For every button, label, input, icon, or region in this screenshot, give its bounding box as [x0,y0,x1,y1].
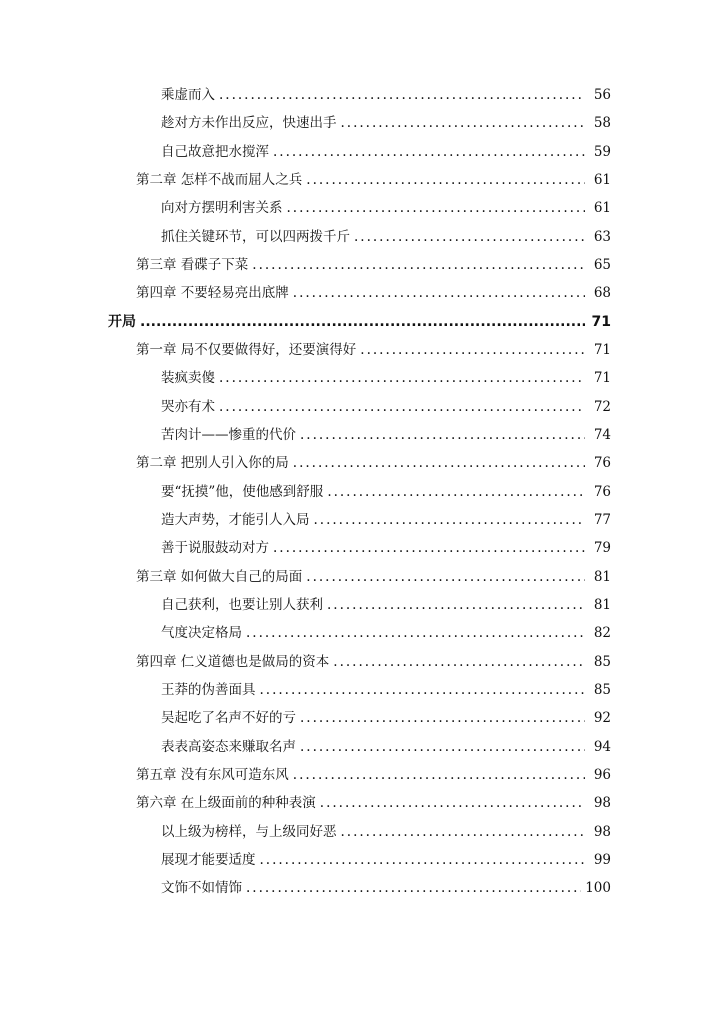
toc-entry-page: 56 [593,87,611,103]
toc-entry [161,425,611,445]
toc-entry [161,227,611,247]
dot-leader [260,850,586,870]
dot-leader [293,283,585,303]
toc-entry-title: 善于说服鼓动对方 [161,540,269,557]
dot-leader [306,567,585,587]
toc-entry [136,340,611,360]
dot-leader [293,765,585,785]
toc-entry [136,567,611,587]
toc-entry-page: 61 [593,200,611,217]
toc-entry [161,510,611,530]
toc-entry-title: 展现才能要适度 [161,852,256,868]
toc-entry [161,878,611,898]
dot-leader [341,822,586,842]
toc-entry-page: 71 [593,370,611,387]
dot-leader [314,510,586,530]
toc-entry-page: 100 [585,880,611,897]
toc-entry-page: 94 [593,738,611,755]
dot-leader [341,113,586,133]
toc-entry-title: 装疯卖傻 [161,370,215,387]
toc-entry [161,850,611,870]
dot-leader [306,170,585,190]
dot-leader [333,652,585,672]
toc-entry-page: 85 [593,653,611,670]
toc-entry-page: 76 [593,455,611,472]
dot-leader [327,595,585,615]
dot-leader [327,482,585,502]
toc-entry [161,198,611,218]
toc-entry-title: 第四章 仁义道德也是做局的资本 [136,653,330,670]
toc-entry-title: 第二章 怎样不战而屈人之兵 [136,172,303,188]
dot-leader [354,227,585,247]
dot-leader [293,453,585,473]
toc-entry-page: 71 [591,313,611,330]
dot-leader [300,425,585,445]
toc-entry-title: 第一章 局不仅要做得好，还要演得好 [136,342,357,358]
toc-entry-title: 乘虚而入 [161,87,215,103]
toc-entry-title: 以上级为榜样，与上级同好恶 [161,823,337,840]
toc-entry [161,482,611,502]
toc-entry-page: 71 [593,342,611,358]
dot-leader [273,538,585,558]
toc-entry-title: 开局 [108,313,136,330]
toc-part-entry [108,312,611,332]
toc-entry-title: 王莽的伪善面具 [161,682,256,698]
toc-entry-title: 第六章 在上级面前的种种表演 [136,795,316,812]
toc-entry-title: 第五章 没有东风可造东风 [136,767,289,783]
dot-leader [246,878,581,898]
toc-entry [161,113,611,133]
toc-entry [161,538,611,558]
toc-entry-title: 哭亦有术 [161,398,215,415]
dot-leader [219,397,585,417]
toc-entry [136,793,611,813]
toc-entry-page: 98 [593,795,611,812]
toc-entry-page: 82 [593,625,611,642]
toc-entry-page: 68 [593,285,611,302]
toc-entry-page: 79 [593,540,611,557]
toc-entry-page: 96 [593,767,611,783]
toc-entry-page: 92 [593,710,611,727]
dot-leader [287,198,586,218]
toc-entry-page: 98 [593,823,611,840]
toc-entry-title: 趁对方未作出反应，快速出手 [161,115,337,132]
toc-entry [161,368,611,388]
toc-entry-title: 向对方摆明利害关系 [161,200,283,217]
toc-entry-page: 58 [593,115,611,132]
dot-leader [260,680,586,700]
toc-entry-page: 77 [593,512,611,528]
toc-entry-title: 吴起吃了名声不好的亏 [161,710,296,727]
toc-entry [161,737,611,757]
toc-entry-title: 第三章 看碟子下菜 [136,257,249,273]
toc-entry-page: 99 [593,852,611,868]
toc-entry [136,765,611,785]
toc-entry [136,170,611,190]
toc-entry-title: 第四章 不要轻易亮出底牌 [136,285,289,302]
dot-leader [219,368,585,388]
toc-entry [161,595,611,615]
toc-entry [161,397,611,417]
toc-entry [136,652,611,672]
toc-entry-title: 造大声势，才能引人入局 [161,512,310,528]
dot-leader [300,708,585,728]
toc-entry-title: 自己故意把水搅浑 [161,143,269,160]
toc-entry-title: 表表高姿态来赚取名声 [161,738,296,755]
toc-entry [161,822,611,842]
toc-entry [136,453,611,473]
toc-entry-title: 要“抚摸”他，使他感到舒服 [161,483,324,500]
toc-entry-page: 81 [593,597,611,613]
toc-entry-page: 61 [593,172,611,188]
toc-entry-title: 文饰不如情饰 [161,880,242,897]
toc-entry-page: 76 [593,483,611,500]
dot-leader [300,737,585,757]
toc-entry-page: 65 [593,257,611,273]
toc-entry [161,680,611,700]
toc-entry [161,142,611,162]
toc-entry [161,623,611,643]
dot-leader [246,623,585,643]
toc-entry [161,708,611,728]
toc-entry-page: 59 [593,143,611,160]
toc-entry-page: 72 [593,398,611,415]
toc-entry-page: 85 [593,682,611,698]
toc-entry-title: 第三章 如何做大自己的局面 [136,568,303,585]
dot-leader [219,85,585,105]
toc-entry-title: 第二章 把别人引入你的局 [136,455,289,472]
dot-leader [360,340,585,360]
toc-entry-title: 自己获利，也要让别人获利 [161,597,323,613]
toc-entry-page: 63 [593,228,611,245]
dot-leader [320,793,585,813]
toc-entry [136,283,611,303]
dot-leader [252,255,585,275]
toc-entry-title: 苦肉计——惨重的代价 [161,427,296,443]
toc-entry [136,255,611,275]
toc-entry-page: 74 [593,427,611,443]
toc-entry-title: 抓住关键环节，可以四两拨千斤 [161,228,350,245]
toc-entry-page: 81 [593,568,611,585]
toc-entry [161,85,611,105]
dot-leader [140,312,585,332]
dot-leader [273,142,585,162]
toc-entry-title: 气度决定格局 [161,625,242,642]
